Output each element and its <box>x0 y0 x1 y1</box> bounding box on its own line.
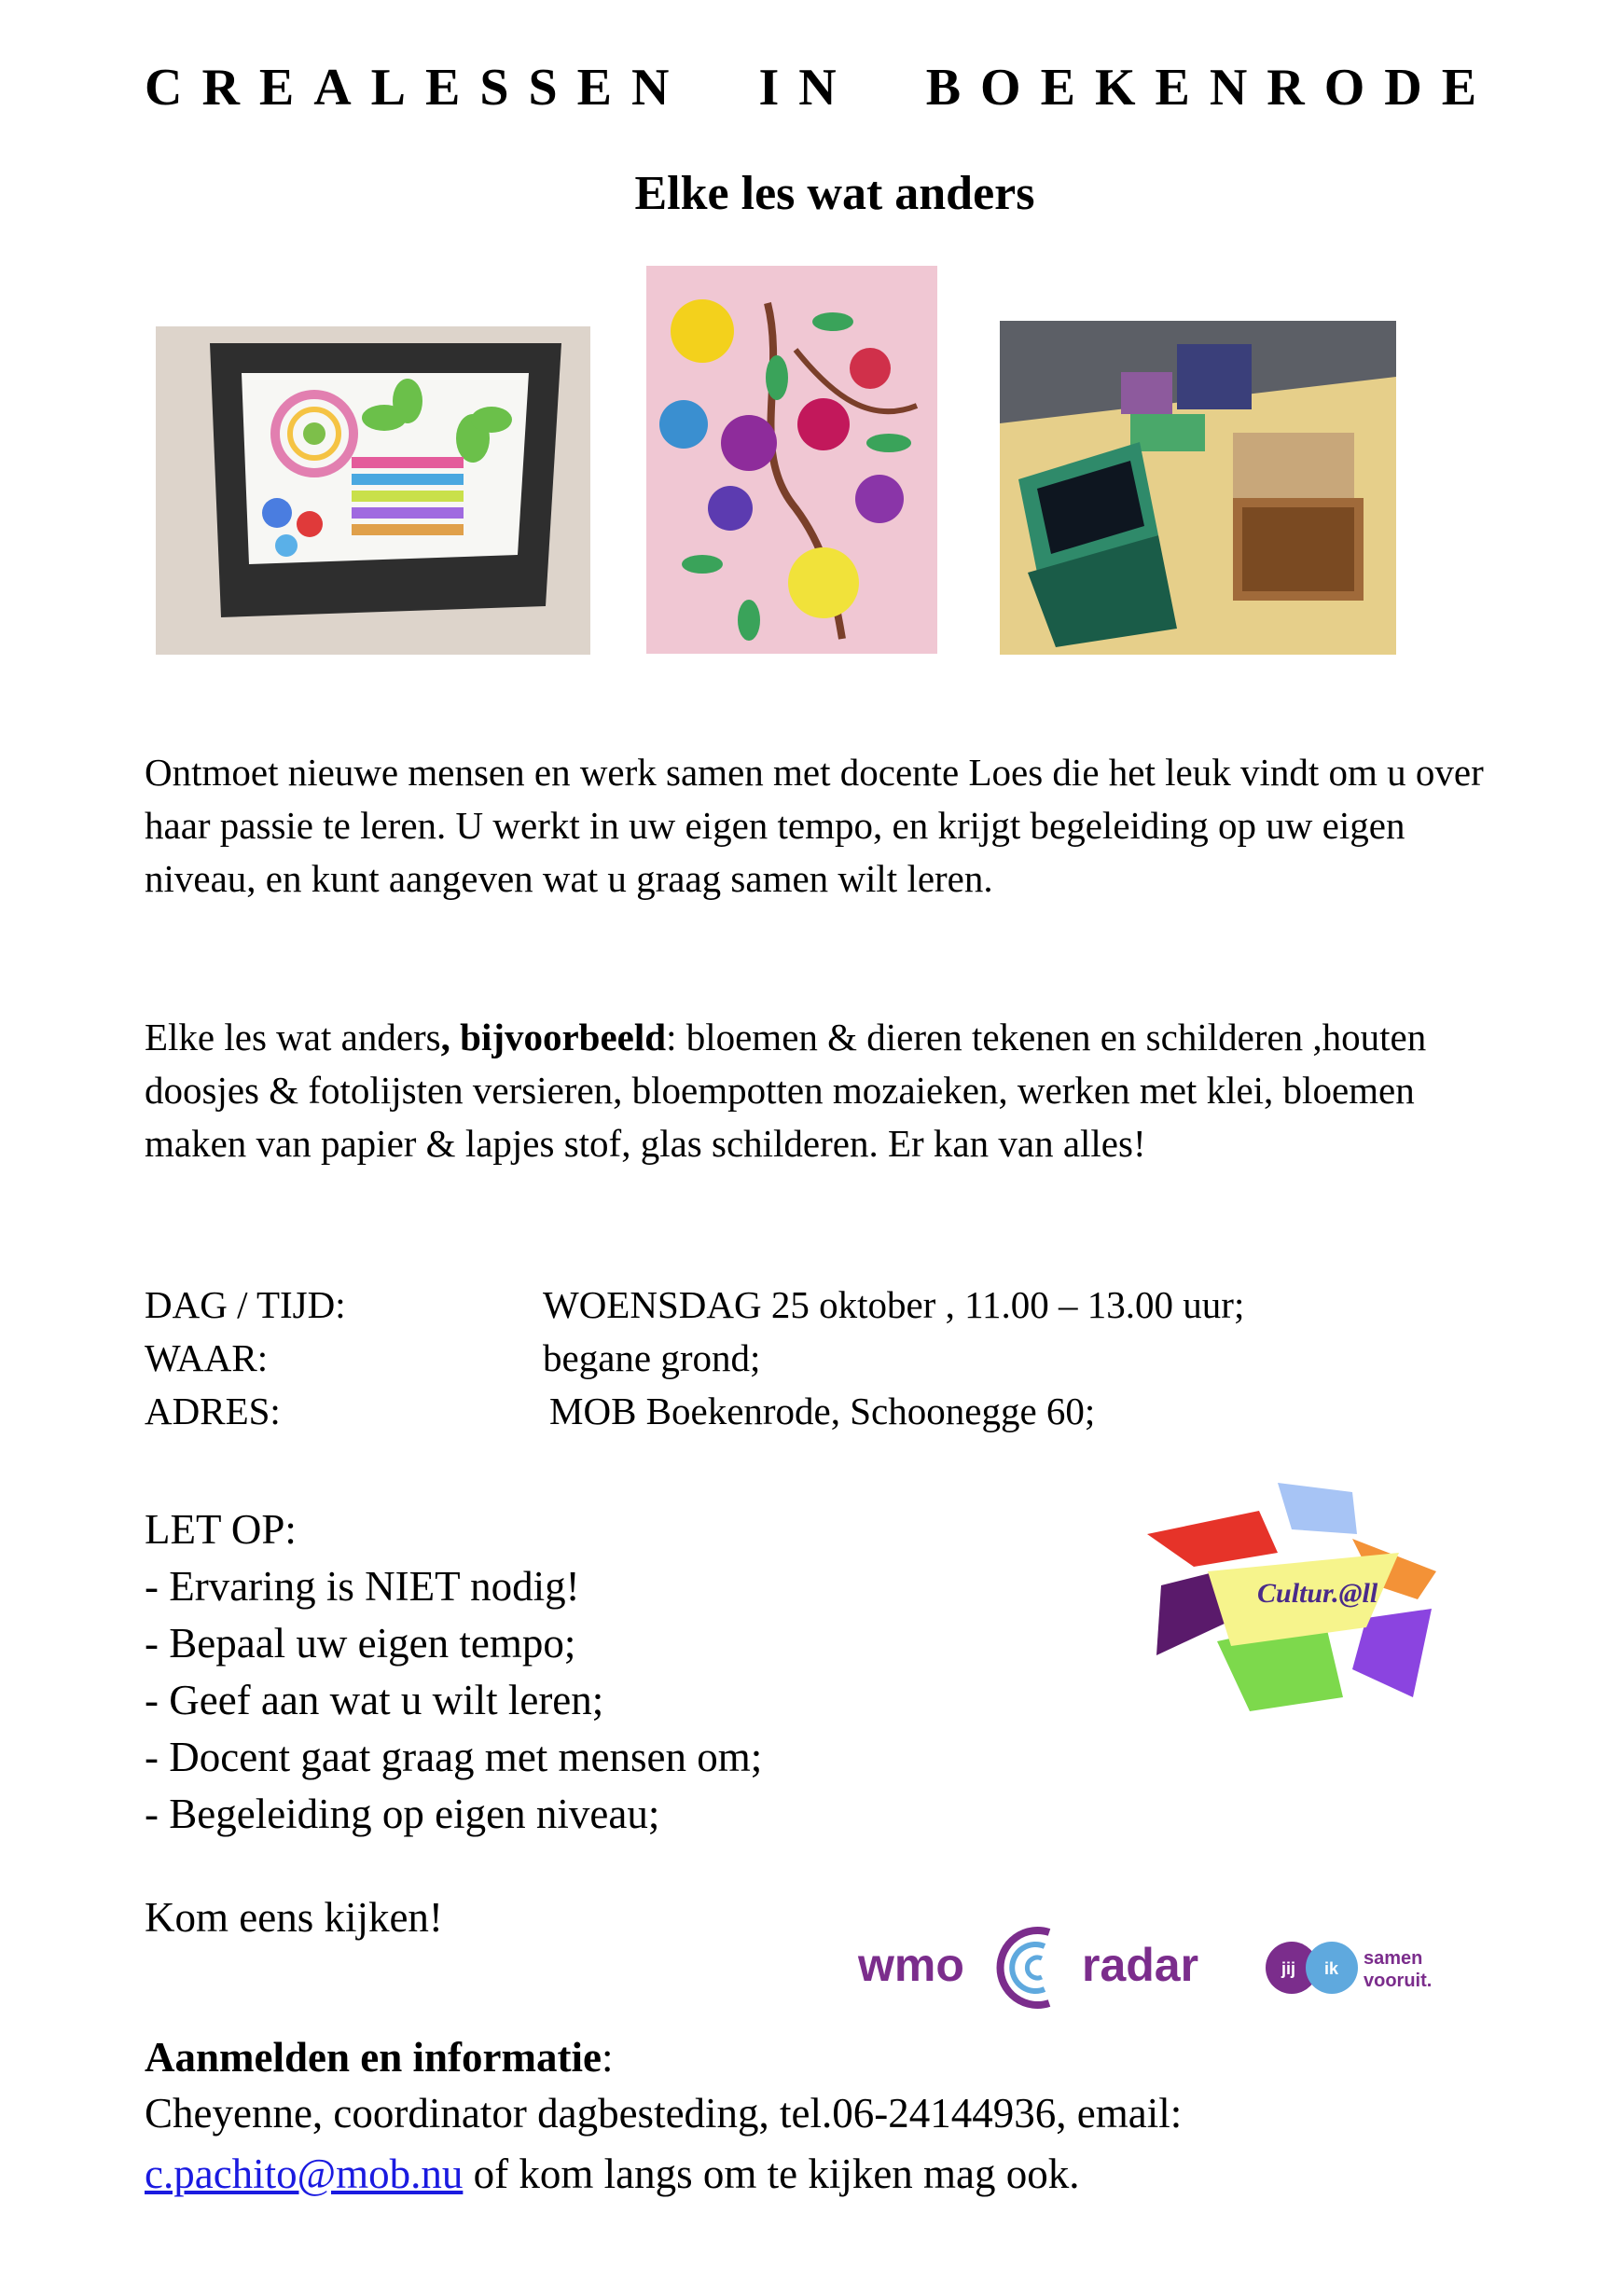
email-line-rest: of kom langs om te kijken mag ook. <box>463 2151 1080 2197</box>
let-op-heading: LET OP: <box>145 1506 297 1553</box>
let-op-list <box>145 1501 762 1843</box>
contact-heading-colon: : <box>601 2034 614 2081</box>
flower-painting-photo <box>646 266 937 654</box>
decorated-boxes-photo <box>1000 321 1396 655</box>
list-item: - Ervaring is NIET nodig! <box>145 1563 580 1610</box>
day-time-value: WOENSDAG 25 oktober , 11.00 – 13.00 uur; <box>543 1283 1245 1326</box>
wmo-text: wmo <box>858 1939 964 1991</box>
info-row-where <box>0 1332 1606 1385</box>
page-title: CREALESSEN IN BOEKENRODE <box>145 59 1497 117</box>
address-value: MOB Boekenrode, Schoonegge 60; <box>549 1390 1096 1432</box>
list-item: - Docent gaat graag met mensen om; <box>145 1734 763 1780</box>
contact-heading-text: Aanmelden en informatie <box>145 2034 602 2081</box>
cultur-all-logo-text: Cultur.@ll <box>1257 1578 1378 1609</box>
radar-text: radar <box>1082 1939 1199 1991</box>
examples-bold: , bijvoorbeeld <box>440 1016 667 1058</box>
samen-badge-jij: jij <box>1281 1959 1296 1978</box>
list-item: - Geef aan wat u wilt leren; <box>145 1677 604 1723</box>
page-subtitle: Elke les wat anders <box>634 167 1035 220</box>
list-item: - Bepaal uw eigen tempo; <box>145 1620 576 1667</box>
call-to-action: Kom eens kijken! <box>145 1894 443 1941</box>
where-value: begane grond; <box>543 1336 761 1379</box>
address-label: ADRES: <box>145 1390 281 1432</box>
email-link[interactable]: c.pachito@mob.nu <box>145 2151 464 2197</box>
examples-paragraph <box>145 1011 1525 1170</box>
examples-lead: Elke les wat anders <box>145 1016 441 1058</box>
contact-heading <box>145 2033 613 2082</box>
intro-paragraph: Ontmoet nieuwe mensen en werk samen met docente Loes die het leuk vindt om u over haar passie te leren. U werkt in uw eigen tempo, en krijgt begeleiding op uw eigen niveau, en kunt aangeven wat u graag samen wilt leren. <box>145 751 1484 900</box>
contact-details: Cheyenne, coordinator dagbesteding, tel.06-24144936, email: <box>145 2090 1183 2137</box>
list-item: - Begeleiding op eigen niveau; <box>145 1791 660 1837</box>
info-row-day <box>0 1279 1606 1332</box>
radar-icon <box>989 1923 1082 2012</box>
examples-rest: : bloemen & dieren tekenen en schilderen ,houten doosjes & fotolijsten versieren, bloempotten mozaieken, werken met klei, bloemen maken van papier & lapjes stof, glas schilderen. Er kan van alles! <box>145 1016 1427 1165</box>
vooruit-text: vooruit. <box>1364 1971 1433 1991</box>
wmo-radar-logo <box>858 1921 1222 2014</box>
where-label: WAAR: <box>145 1336 269 1379</box>
email-line <box>145 2150 1080 2198</box>
cultur-all-logo <box>1138 1483 1455 1725</box>
framed-flower-artwork-photo <box>156 326 590 655</box>
samen-badge-ik: ik <box>1324 1959 1339 1978</box>
samen-vooruit-logo <box>1259 1930 1455 2005</box>
info-row-address <box>0 1385 1606 1438</box>
day-time-label: DAG / TIJD: <box>145 1283 346 1326</box>
samen-text: samen <box>1364 1948 1423 1969</box>
